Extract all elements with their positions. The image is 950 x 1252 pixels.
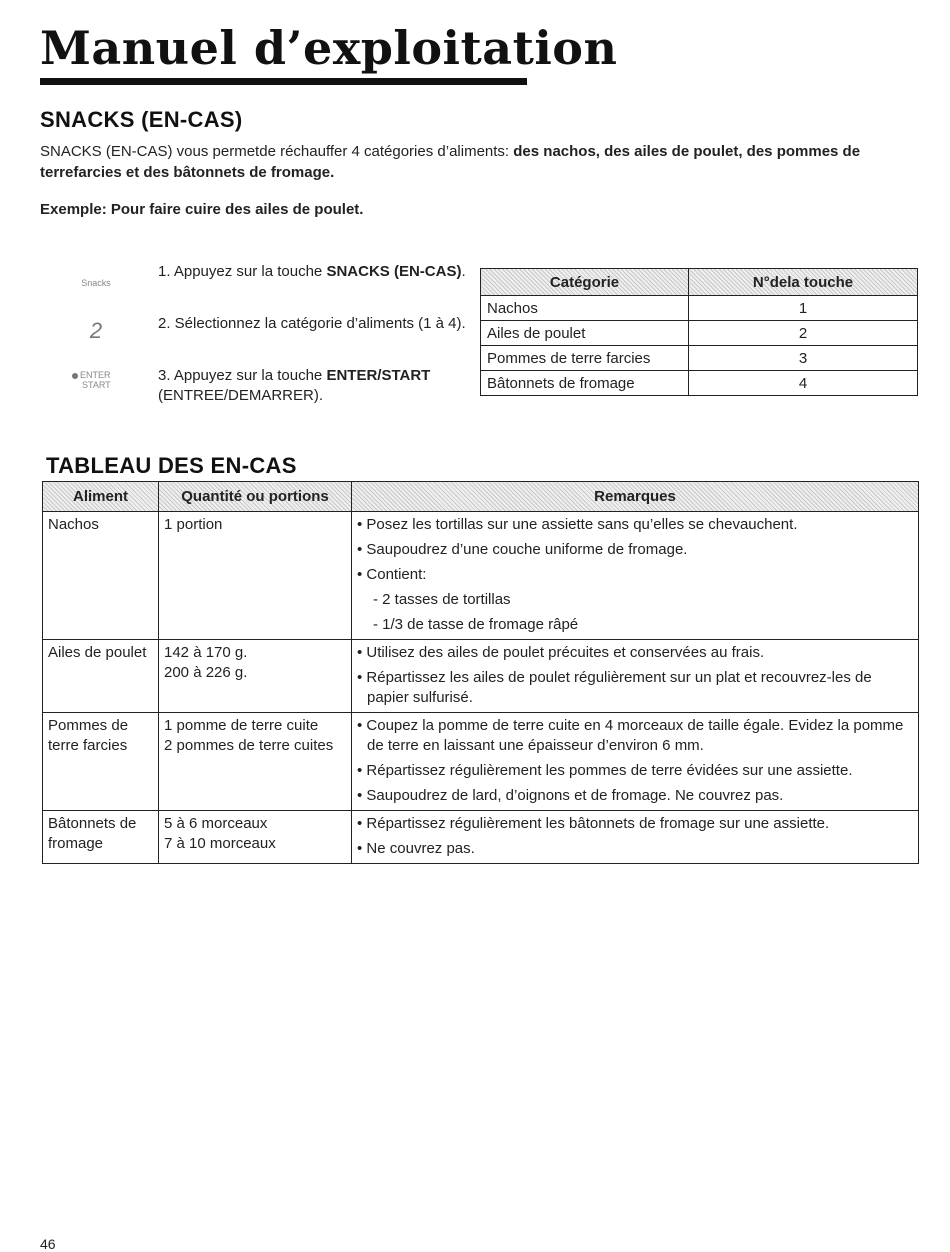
snacks-key-icon: Snacks [81, 278, 111, 288]
step-1 [60, 262, 470, 314]
step-2-text: 2. Sélectionnez la catégorie d’aliments (1 à 4). [158, 315, 466, 332]
quantity-line: 7 à 10 morceaux [164, 835, 276, 852]
intro-text: SNACKS (EN-CAS) vous permetde réchauffer 4 catégories d’aliments: [40, 143, 514, 160]
quantity-line: 1 portion [164, 516, 223, 533]
quantity-line: 5 à 6 morceaux [164, 815, 268, 832]
quantity-line: 200 à 226 g. [164, 664, 248, 681]
food-header: Aliment [43, 482, 159, 512]
remarks-header: Remarques [352, 482, 919, 512]
quantity-line: 1 pomme de terre cuite [164, 717, 319, 734]
enter-dot-icon [72, 373, 78, 379]
food-cell: Ailes de poulet [43, 640, 159, 713]
quantity-cell [159, 713, 352, 811]
table-row [43, 811, 919, 864]
enter-key-label: ENTER [80, 370, 111, 380]
food-cell: Bâtonnets de fromage [43, 811, 159, 864]
category-key: 2 [689, 321, 918, 346]
table-row [43, 640, 919, 713]
quantity-line: 2 pommes de terre cuites [164, 737, 334, 754]
remark-item: • Utilisez des ailes de poulet précuites et conservées au frais. [357, 644, 765, 661]
remarks-cell [352, 713, 919, 811]
remark-item: • Posez les tortillas sur une assiette sans qu’elles se chevauchent. [357, 516, 798, 533]
remark-subitem: - 1/3 de tasse de fromage râpé [373, 616, 579, 633]
table-row [43, 512, 919, 640]
step-3-suffix: (ENTREE/DEMARRER). [158, 387, 324, 404]
steps-list [60, 262, 470, 418]
step-1-prefix: 1. Appuyez sur la touche [158, 263, 327, 280]
remarks-cell [352, 512, 919, 640]
snack-header-row [43, 482, 919, 512]
enter-start-key-icon [72, 370, 132, 390]
start-key-label: START [82, 380, 111, 390]
category-name: Ailes de poulet [481, 321, 689, 346]
step-1-text [158, 262, 470, 282]
section-intro [40, 141, 935, 183]
remarks-cell [352, 640, 919, 713]
key-number-header: N°dela touche [689, 269, 918, 296]
category-key: 3 [689, 346, 918, 371]
remark-subitem: - 2 tasses de tortillas [373, 591, 511, 608]
title-underline [40, 78, 527, 85]
category-header: Catégorie [481, 269, 689, 296]
category-key: 1 [689, 296, 918, 321]
page-number: 46 [40, 1236, 56, 1252]
remark-item: • Répartissez les ailes de poulet régulièrement sur un plat et recouvrez-les de papier sulfurisé. [357, 669, 872, 706]
food-cell: Pommes de terre farcies [43, 713, 159, 811]
table-row [481, 321, 918, 346]
quantity-cell [159, 512, 352, 640]
remark-item: • Saupoudrez d’une couche uniforme de fromage. [357, 541, 688, 558]
remark-item: • Saupoudrez de lard, d’oignons et de fromage. Ne couvrez pas. [357, 787, 784, 804]
snack-table [42, 481, 919, 864]
quantity-line: 142 à 170 g. [164, 644, 248, 661]
remark-item: • Ne couvrez pas. [357, 840, 475, 857]
step-3 [60, 366, 470, 418]
remark-item: • Répartissez régulièrement les bâtonnets de fromage sur une assiette. [357, 815, 830, 832]
table-row [481, 371, 918, 396]
step-3-key: ENTER/START [326, 367, 431, 384]
table-row [43, 713, 919, 811]
category-header-row [481, 269, 918, 296]
step-1-key: SNACKS (EN-CAS) [326, 263, 462, 280]
step-3-text [158, 366, 470, 406]
quantity-cell [159, 811, 352, 864]
table-row [481, 296, 918, 321]
snack-table-title: TABLEAU DES EN-CAS [46, 453, 297, 478]
category-name: Nachos [481, 296, 689, 321]
food-cell: Nachos [43, 512, 159, 640]
quantity-header: Quantité ou portions [159, 482, 352, 512]
category-table [480, 268, 918, 396]
category-name: Bâtonnets de fromage [481, 371, 689, 396]
step-3-prefix: 3. Appuyez sur la touche [158, 367, 327, 384]
table-row [481, 346, 918, 371]
remark-item: • Répartissez régulièrement les pommes de terre évidées sur une assiette. [357, 762, 853, 779]
example-heading: Exemple: Pour faire cuire des ailes de poulet. [40, 201, 364, 218]
number-two-key-icon: 2 [89, 318, 103, 343]
step-1-suffix: . [461, 263, 466, 280]
intro-food-list: des nachos, des ailes de poulet, des pommes de terrefarcies et des bâtonnets de fromage. [40, 143, 861, 181]
category-key: 4 [689, 371, 918, 396]
remark-item: • Coupez la pomme de terre cuite en 4 morceaux de taille égale. Evidez la pomme de terre en laissant une épaisseur d’environ 6 mm. [357, 717, 904, 754]
page-title: Manuel d’exploitation [40, 21, 618, 75]
section-title: SNACKS (EN-CAS) [40, 107, 243, 132]
step-2 [60, 314, 470, 366]
category-name: Pommes de terre farcies [481, 346, 689, 371]
remark-item: • Contient: [357, 566, 427, 583]
quantity-cell [159, 640, 352, 713]
remarks-cell [352, 811, 919, 864]
